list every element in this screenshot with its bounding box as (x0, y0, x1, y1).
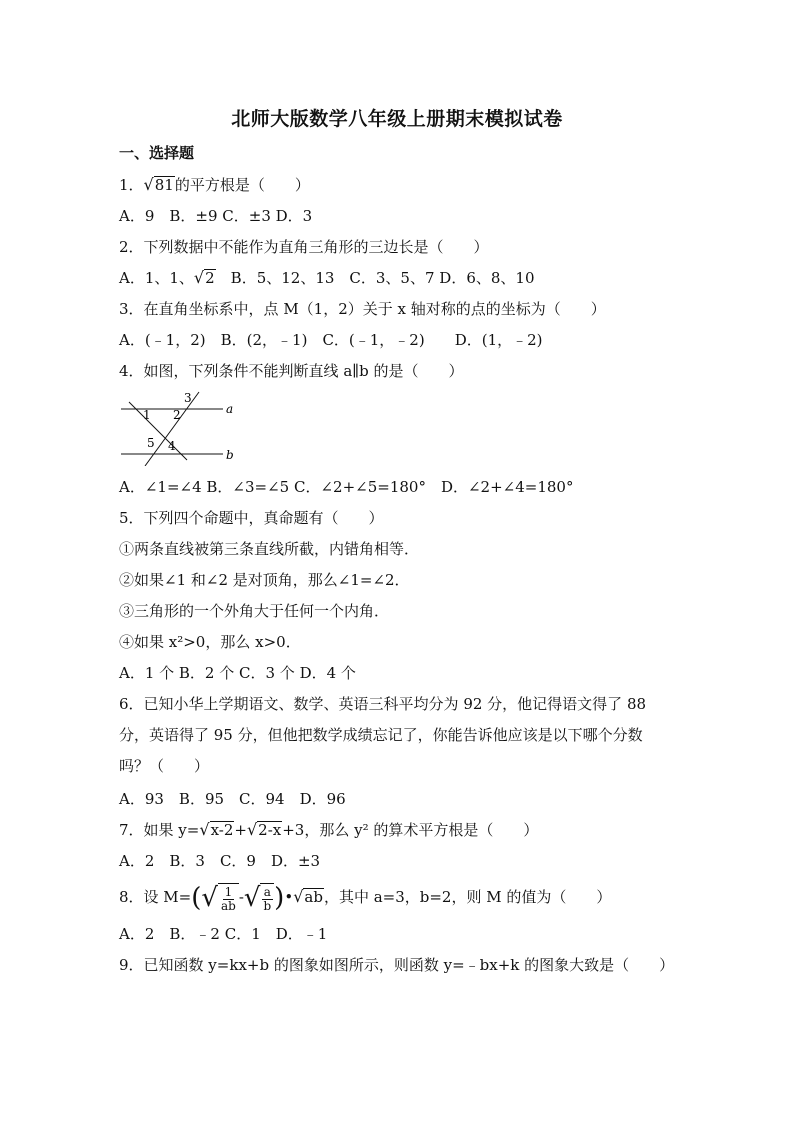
statement-2: ②如果∠1 和∠2 是对顶角，那么∠1=∠2． (119, 571, 410, 589)
question-7-options: A．2 B．3 C．9 D．±3 (119, 852, 321, 870)
statement-3: ③三角形的一个外角大于任何一个内角． (119, 602, 390, 620)
label-1: 1 (143, 408, 151, 422)
question-2: 2．下列数据中不能作为直角三角形的三边长是（ ） (119, 238, 489, 256)
label-2: 2 (173, 408, 181, 422)
sqrt-fraction-1: √ $\frac{1}{ab}$ (201, 883, 238, 913)
question-6-line-2: 分，英语得了 95 分，但他把数学成绩忘记了，你能告诉他应该是以下哪个分数 (119, 726, 643, 744)
statement-4: ④如果 x²>0，那么 x>0． (119, 633, 301, 651)
question-2-options: A．1、1、√2 B．5、12、13 C．3、5、7 D．6、8、10 (119, 268, 535, 287)
question-6-line-1: 6．已知小华上学期语文、数学、英语三科平均分为 92 分，他记得语文得了 88 (119, 695, 647, 713)
question-7: 7．如果 y=√x-2+√2-x+3，那么 y² 的算术平方根是（ ） (119, 820, 539, 839)
question-8: 8．设 M=( √ $\frac{1}{ab}$ - √ $\frac{a}{b}$ )•√ab，其中 a=3，b=2，则 M 的值为（ ） (119, 880, 611, 914)
sqrt-fraction-2: √ $\frac{a}{b}$ (244, 883, 274, 913)
question-6-options: A．93 B．95 C．94 D．96 (119, 790, 346, 808)
label-4: 4 (168, 439, 176, 453)
sqrt-2: √2 (193, 268, 215, 287)
question-3: 3．在直角坐标系中，点 M（1，2）关于 x 轴对称的点的坐标为（ ） (119, 300, 606, 318)
label-a: a (226, 402, 234, 416)
label-b: b (226, 448, 234, 462)
page-title: 北师大版数学八年级上册期末模拟试卷 (231, 108, 563, 130)
label-3: 3 (184, 391, 192, 405)
section-heading: 一、选择题 (119, 144, 195, 162)
question-4: 4．如图，下列条件不能判断直线 a∥b 的是（ ） (119, 362, 464, 380)
question-6-line-3: 吗？（ ） (119, 757, 210, 775)
question-1-options: A．9 B．±9 C．±3 D．3 (119, 207, 313, 225)
question-9: 9．已知函数 y=kx+b 的图象如图所示，则函数 y=﹣bx+k 的图象大致是（ ） (119, 956, 675, 974)
statement-1: ①两条直线被第三条直线所截，内错角相等． (119, 540, 420, 558)
sqrt-81: √81 (143, 175, 174, 194)
question-8-options: A．2 B．﹣2 C．1 D．﹣1 (119, 925, 328, 943)
sqrt-ab: √ab (293, 887, 323, 906)
question-5-options: A．1 个 B．2 个 C．3 个 D．4 个 (119, 664, 356, 682)
question-3-options: A．(﹣1，2) B．(2，﹣1) C．(﹣1，﹣2) D．(1，﹣2) (119, 331, 543, 349)
sqrt-2-minus-x: √2-x (246, 820, 282, 839)
label-5: 5 (147, 436, 155, 450)
parallel-lines-figure (119, 390, 239, 466)
sqrt-x-minus-2: √x-2 (199, 820, 234, 839)
question-5: 5．下列四个命题中，真命题有（ ） (119, 509, 384, 527)
question-1: 1．√81的平方根是（ ） (119, 175, 310, 194)
question-4-options: A．∠1=∠4 B．∠3=∠5 C．∠2+∠5=180° D．∠2+∠4=180° (119, 478, 574, 496)
